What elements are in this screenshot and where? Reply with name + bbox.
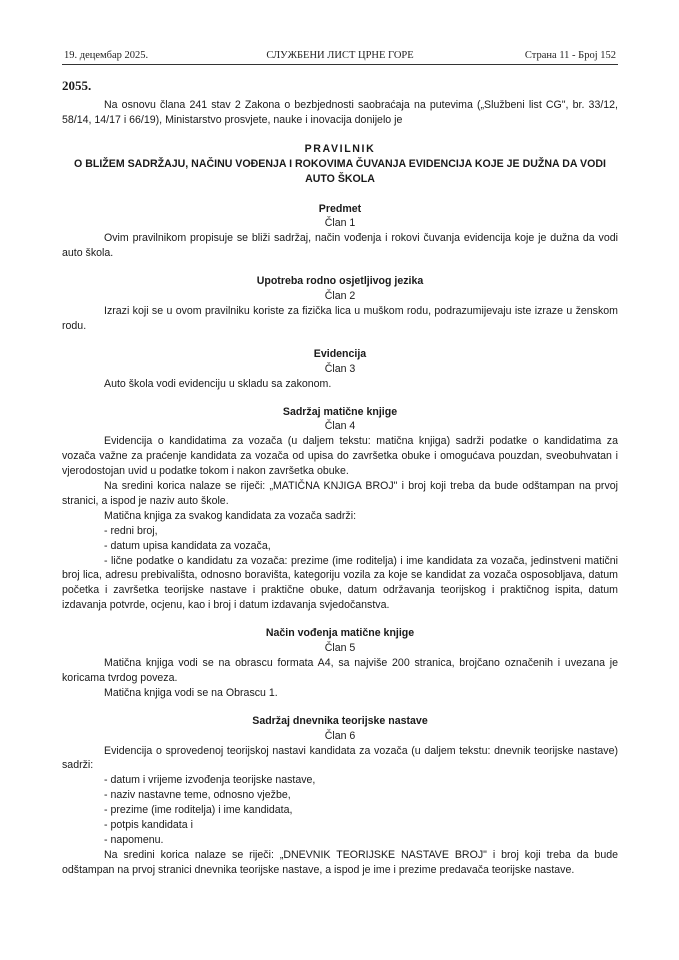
article-label-5: Član 5 — [324, 642, 356, 655]
article-4-paragraph-1: Evidencija o kandidatima za vozača (u daljem tekstu: matična knjiga) sadrži podatke o kandidatima za vozača važne za praćenje kandidata za vozača od upisa do završetka obuke i omogućava pouzdan, sveobuhvatan i vjerodostojan uvid u podatke tokom i nakon završetka obuke. — [62, 435, 618, 478]
header-page-info: Страна 11 - Број 152 — [524, 50, 616, 61]
section-heading-2: Upotreba rodno osjetljivog jezika — [256, 275, 424, 288]
article-1-paragraph: Ovim pravilnikom propisuje se bliži sadržaj, način vođenja i rokovi čuvanja evidencija koje je dužna da vodi auto škola. — [62, 232, 618, 260]
article-label-2: Član 2 — [324, 290, 356, 303]
list-item: - lične podatke o kandidatu za vozača: prezime (ime roditelja) i ime kandidata za vozača, jedinstveni matični broj lica, adresu prebivališta, odnosno boravišta, kategoriju vozila za koje se kandidat za vozača osposobljava, datum početka i završetka teorijske nastave i praktične obuke, datum održavanja teorijskog i praktičnog ispita, datum izdavanja potvrde, ocjenu, kao i broj i datum izdavanja svjedočanstva. — [62, 554, 618, 612]
article-label-3: Član 3 — [324, 362, 356, 375]
article-6-paragraph-2: Na sredini korica nalaze se riječi: „DNEVNIK TEORIJSKE NASTAVE BROJ" i broj koji treba da bude odštampan na prvoj stranici dnevnika teorijske nastave, a ispod je ime i prezime predavača teorijske nastave. — [62, 848, 618, 876]
article-5-paragraph-1: Matična knjiga vodi se na obrascu formata A4, sa najviše 200 stranica, brojčano označenih i uvezana je koricama tvrdog poveza. — [62, 657, 618, 684]
header-date: 19. децембар 2025. — [64, 50, 149, 61]
list-item: - redni broj, — [104, 524, 158, 537]
list-item: - prezime (ime roditelja) i ime kandidata, — [104, 804, 293, 817]
document-body — [62, 78, 618, 878]
list-item: - potpis kandidata i — [104, 819, 193, 832]
article-2-paragraph: Izrazi koji se u ovom pravilniku koriste za fizička lica u muškom rodu, podrazumijevaju iste izraze u ženskom rodu. — [62, 304, 618, 332]
article-label-6: Član 6 — [324, 729, 356, 742]
header-publication: СЛУЖБЕНИ ЛИСТ ЦРНЕ ГОРЕ — [266, 50, 414, 61]
document-title: PRAVILNIK — [304, 142, 376, 155]
article-6-paragraph-1: Evidencija o sprovedenoj teorijskoj nastavi kandidata za vozača (u daljem tekstu: dnevnik teorijske nastave) sadrži: — [62, 744, 618, 772]
article-label-4: Član 4 — [324, 420, 356, 433]
article-4-paragraph-2: Na sredini korica nalaze se riječi: „MATIČNA KNJIGA BROJ" i broj koji treba da bude odštampan na prvoj stranici, a ispod je naziv auto škole. — [62, 480, 618, 507]
article-5-paragraph-2: Matična knjiga vodi se na Obrascu 1. — [104, 686, 278, 699]
section-heading-5: Način vođenja matične knjige — [265, 627, 415, 640]
section-heading-4: Sadržaj matične knjige — [282, 405, 398, 418]
article-label-1: Član 1 — [324, 217, 356, 230]
article-4-paragraph-3: Matična knjiga za svakog kandidata za vozača sadrži: — [104, 509, 357, 522]
section-heading-3: Evidencija — [313, 347, 367, 360]
intro-paragraph: Na osnovu člana 241 stav 2 Zakona o bezbjednosti saobraćaja na putevima („Službeni list CG", br. 33/12, 58/14, 14/17 i 66/19), Ministarstvo prosvjete, nauke i inovacija donijelo je — [62, 99, 618, 126]
list-item: - naziv nastavne teme, odnosno vježbe, — [104, 789, 291, 802]
document-subtitle: O BLIŽEM SADRŽAJU, NAČINU VOĐENJA I ROKOVIMA ČUVANJA EVIDENCIJA KOJE JE DUŽNA DA VODI AUTO ŠKOLA — [74, 157, 606, 185]
list-item: - datum i vrijeme izvođenja teorijske nastave, — [104, 774, 316, 787]
list-item: - datum upisa kandidata za vozača, — [104, 539, 271, 552]
document-number: 2055. — [62, 78, 92, 93]
header-rule — [62, 64, 618, 65]
list-item: - napomenu. — [104, 833, 164, 846]
article-3-paragraph: Auto škola vodi evidenciju u skladu sa zakonom. — [104, 377, 332, 390]
running-header — [62, 47, 618, 65]
section-heading-1: Predmet — [318, 202, 362, 215]
section-heading-6: Sadržaj dnevnika teorijske nastave — [252, 714, 428, 727]
